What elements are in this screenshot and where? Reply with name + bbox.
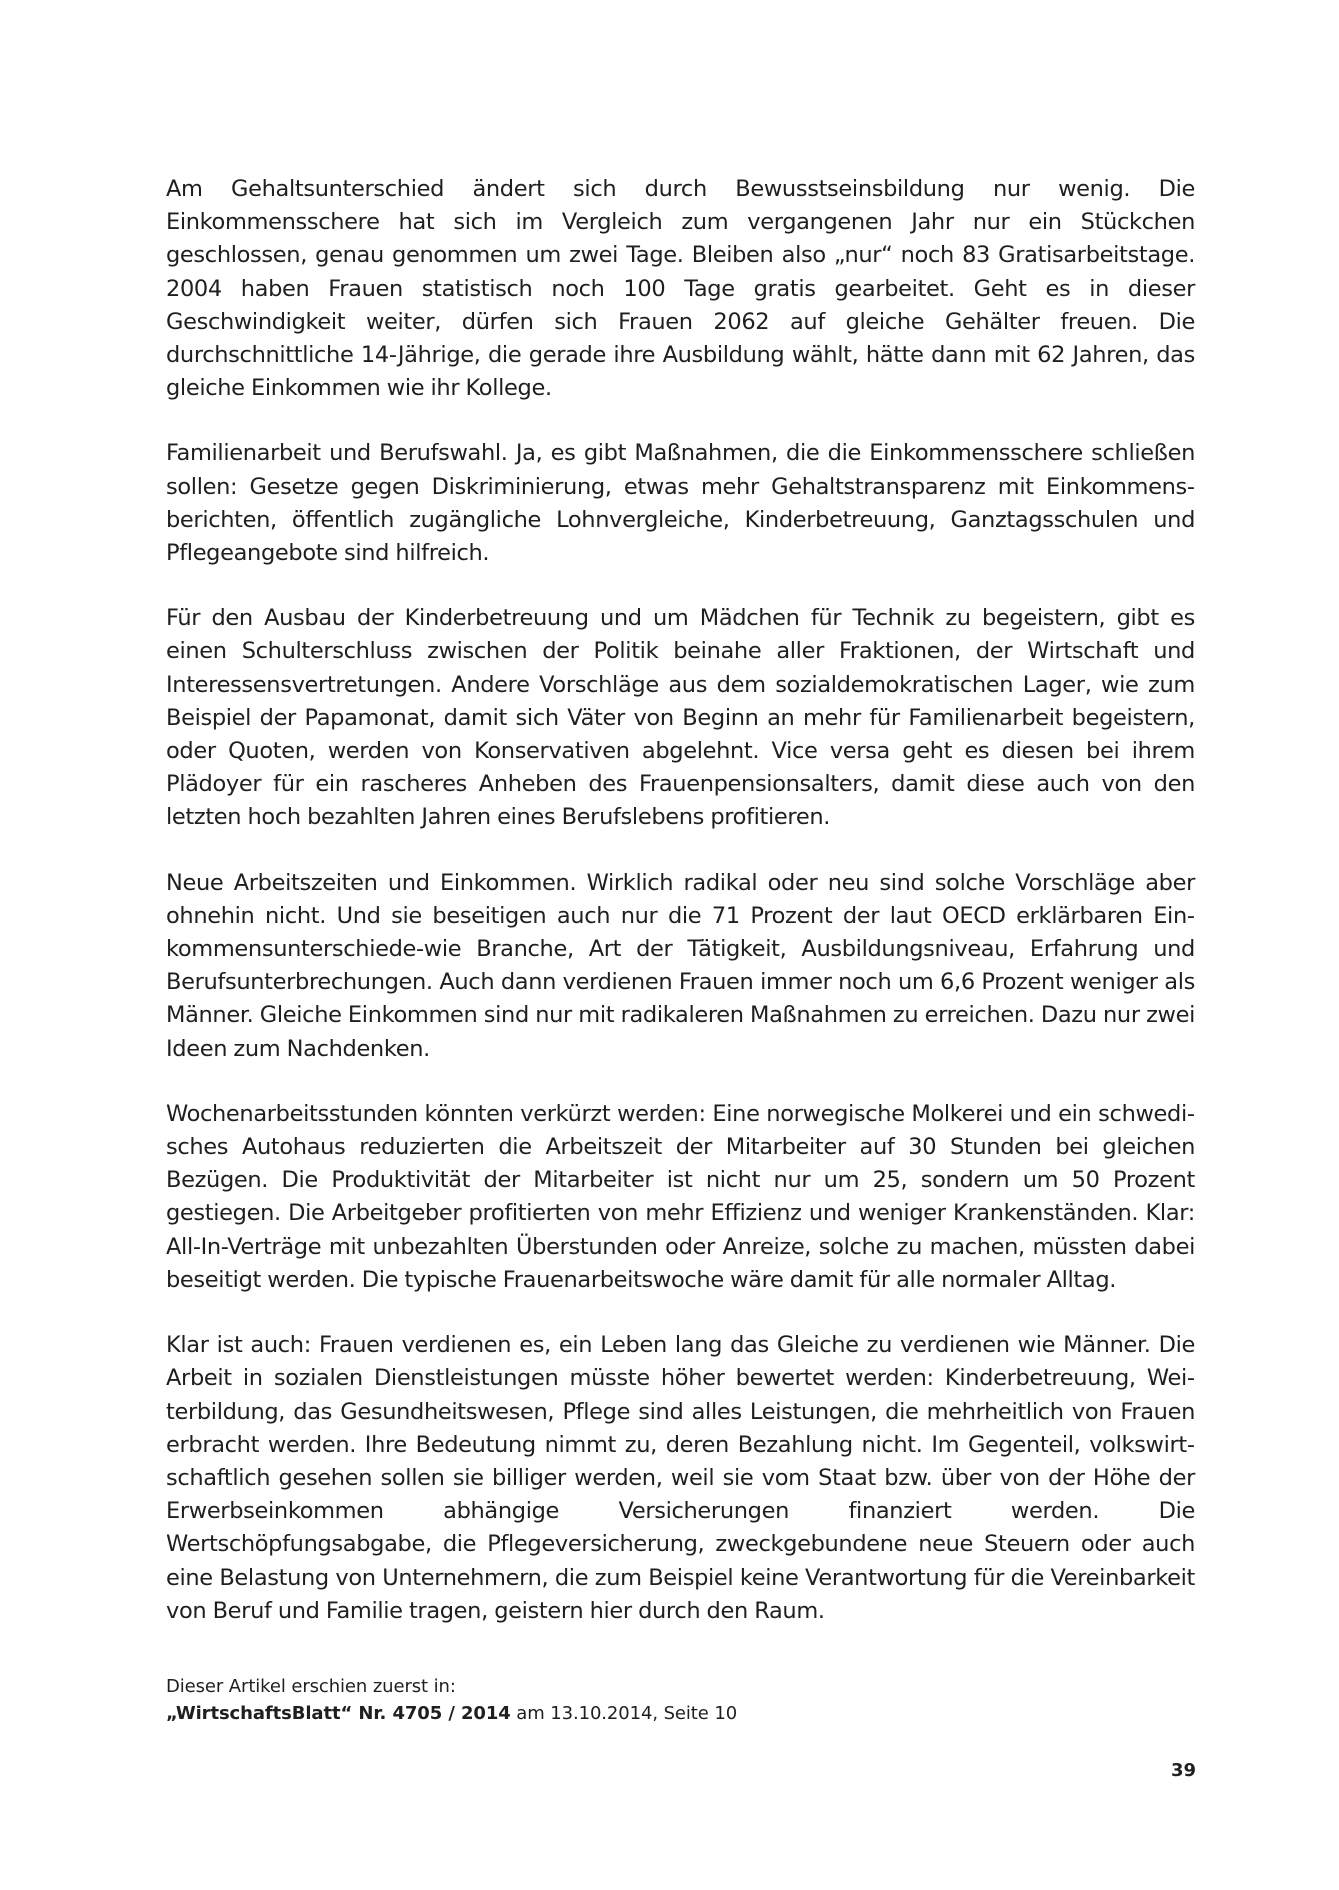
publication-name: „WirtschaftsBlatt“ Nr. 4705 / 2014 <box>166 1703 511 1724</box>
page-number: 39 <box>1170 1760 1196 1781</box>
paragraph: Neue Arbeitszeiten und Einkommen. Wirklich radikal oder neu sind solche Vorschläge aber ohnehin nicht. Und sie beseitigen auch nur die 71 Prozent der laut OECD erklärbaren Einkommensunterschiede-wie Branche, Art der Tätigkeit, Ausbildungsniveau, Erfahrung und Berufsunterbrechungen. Auch dann verdienen Frauen immer noch um 6,6 Prozent weniger als Männer. Gleiche Einkommen sind nur mit radikaleren Maßnahmen zu erreichen. Dazu nur zwei Ideen zum Nachdenken. <box>166 869 1195 1062</box>
source-citation <box>166 1700 1195 1727</box>
paragraph: Familienarbeit und Berufswahl. Ja, es gibt Maßnahmen, die die Einkommensschere schließen sollen: Gesetze gegen Diskriminierung, etwas mehr Gehaltstransparenz mit Einkommensberichten, öffentlich zugängliche Lohnvergleiche, Kinderbetreuung, Ganztagsschulen und Pflegeangebote sind hilfreich. <box>166 440 1195 567</box>
paragraph: Am Gehaltsunterschied ändert sich durch Bewusstseinsbildung nur wenig. Die Einkommensschere hat sich im Vergleich zum vergangenen Jahr nur ein Stückchen geschlossen, genau genommen um zwei Tage. Bleiben also „nur“ noch 83 Gratisarbeitstage. 2004 haben Frauen statistisch noch 100 Tage gratis gearbeitet. Geht es in dieser Geschwindigkeit weiter, dürfen sich Frauen 2062 auf gleiche Gehälter freuen. Die durchschnittliche 14-Jährige, die gerade ihre Ausbildung wählt, hätte dann mit 62 Jahren, das gleiche Einkommen wie ihr Kollege. <box>166 176 1195 402</box>
paragraph: Für den Ausbau der Kinderbetreuung und um Mädchen für Technik zu begeistern, gibt es einen Schulterschluss zwischen der Politik beinahe aller Fraktionen, der Wirtschaft und Interessensvertretungen. Andere Vorschläge aus dem sozialdemokratischen Lager, wie zum Beispiel der Papamonat, damit sich Väter von Beginn an mehr für Familienarbeit begeistern, oder Quoten, werden von Konservativen abgelehnt. Vice versa geht es diesen bei ihrem Plädoyer für ein rascheres Anheben des Frauenpensionsalters, damit diese auch von den letzten hoch bezahlten Jahren eines Berufslebens profitieren. <box>166 605 1195 831</box>
article-body <box>166 173 1195 1660</box>
paragraph: Wochenarbeitsstunden könnten verkürzt werden: Eine norwegische Molkerei und ein schwedisches Autohaus reduzierten die Arbeitszeit der Mitarbeiter auf 30 Stunden bei gleichen Bezügen. Die Produktivität der Mitarbeiter ist nicht nur um 25, sondern um 50 Prozent gestiegen. Die Arbeitgeber profitierten von mehr Effizienz und weniger Krankenständen. Klar: All-In-Verträge mit unbezahlten Überstunden oder Anreize, solche zu machen, müssten dabei beseitigt werden. Die typische Frauenarbeitswoche wäre damit für alle normaler Alltag. <box>166 1100 1195 1293</box>
publication-date: am 13.10.2014, Seite 10 <box>510 1703 738 1724</box>
source-note <box>166 1673 1195 1727</box>
source-intro: Dieser Artikel erschien zuerst in: <box>166 1676 456 1697</box>
paragraph: Klar ist auch: Frauen verdienen es, ein Leben lang das Gleiche zu verdienen wie Männer. Die Arbeit in sozialen Dienstleistungen müsste höher bewertet werden: Kinderbetreuung, Weiterbildung, das Gesundheitswesen, Pflege sind alles Leistungen, die mehrheitlich von Frauen erbracht werden. Ihre Bedeutung nimmt zu, deren Bezahlung nicht. Im Gegenteil, volkswirtschaftlich gesehen sollen sie billiger werden, weil sie vom Staat bzw. über von der Höhe der Erwerbseinkommen abhängige Versicherungen finanziert werden. Die Wertschöpfungsabgabe, die Pflegeversicherung, zweckgebundene neue Steuern oder auch eine Belastung von Unternehmern, die zum Beispiel keine Verantwortung für die Vereinbarkeit von Beruf und Familie tragen, geistern hier durch den Raum. <box>166 1332 1195 1624</box>
